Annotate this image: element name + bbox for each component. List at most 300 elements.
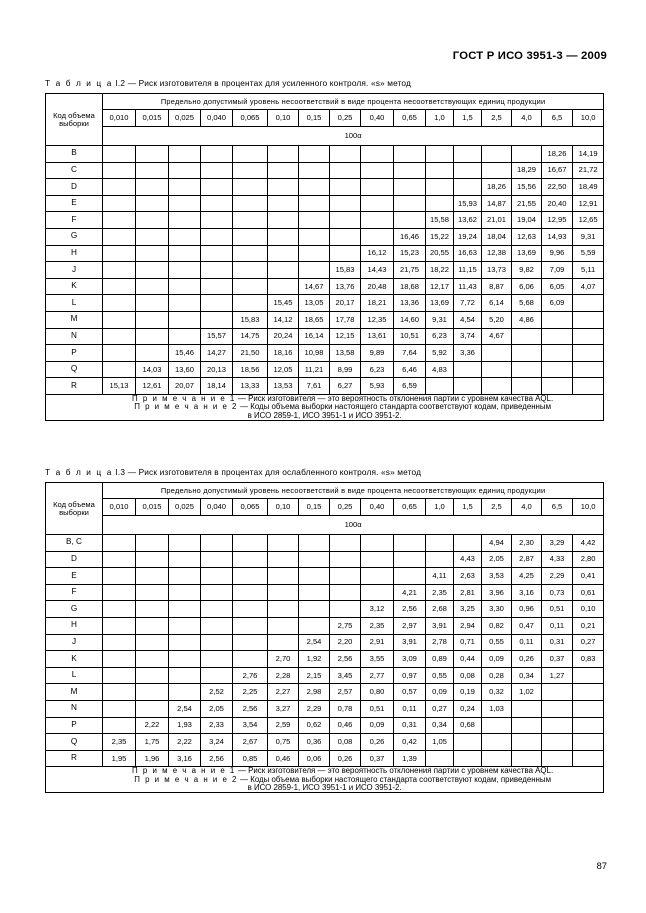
- sample-code-cell: E: [46, 568, 103, 585]
- aql-col-i3-11: 1,5: [454, 499, 482, 516]
- risk-value-cell: [233, 568, 268, 585]
- risk-value-cell: [542, 734, 573, 751]
- aql-col-1: 0,015: [136, 110, 169, 127]
- risk-value-cell: [169, 179, 201, 196]
- header-row-alpha-i2: [46, 127, 604, 146]
- risk-value-cell: [299, 162, 330, 179]
- risk-value-cell: [454, 750, 482, 767]
- risk-value-cell: 2,54: [169, 700, 201, 717]
- risk-value-cell: [169, 667, 201, 684]
- risk-value-cell: [136, 651, 169, 668]
- risk-value-cell: 0,08: [330, 734, 361, 751]
- risk-value-cell: 20,55: [426, 245, 454, 262]
- risk-value-cell: [482, 361, 512, 378]
- note-2-cont-i2: в ИСО 2859-1, ИСО 3951-1 и ИСО 3951-2.: [247, 410, 402, 420]
- sample-code-cell: G: [46, 601, 103, 618]
- risk-value-cell: 9,82: [512, 262, 542, 279]
- risk-value-cell: 18,68: [394, 278, 426, 295]
- risk-value-cell: [394, 535, 426, 552]
- risk-value-cell: 5,92: [426, 345, 454, 362]
- risk-value-cell: [169, 228, 201, 245]
- risk-value-cell: 2,52: [201, 684, 233, 701]
- risk-value-cell: [299, 568, 330, 585]
- risk-value-cell: 5,68: [512, 295, 542, 312]
- risk-value-cell: 12,91: [573, 195, 604, 212]
- table-row: [46, 262, 604, 279]
- risk-value-cell: 20,40: [542, 195, 573, 212]
- risk-value-cell: 2,54: [299, 634, 330, 651]
- aql-col-6: 0,15: [299, 110, 330, 127]
- risk-value-cell: 16,14: [299, 328, 330, 345]
- risk-value-cell: [268, 262, 299, 279]
- risk-value-cell: [361, 212, 394, 229]
- risk-value-cell: [103, 328, 136, 345]
- risk-value-cell: [482, 750, 512, 767]
- sample-code-cell: E: [46, 195, 103, 212]
- risk-value-cell: [394, 162, 426, 179]
- sample-code-cell: P: [46, 717, 103, 734]
- risk-value-cell: 0,19: [454, 684, 482, 701]
- risk-value-cell: 16,63: [454, 245, 482, 262]
- risk-value-cell: 19,24: [454, 228, 482, 245]
- risk-value-cell: [103, 212, 136, 229]
- risk-value-cell: [426, 179, 454, 196]
- risk-value-cell: 2,25: [233, 684, 268, 701]
- risk-value-cell: [169, 634, 201, 651]
- table-row: [46, 328, 604, 345]
- risk-value-cell: [103, 262, 136, 279]
- risk-value-cell: 6,05: [542, 278, 573, 295]
- header-row-span-i2: [46, 94, 604, 110]
- risk-value-cell: [330, 212, 361, 229]
- risk-value-cell: 18,16: [268, 345, 299, 362]
- risk-value-cell: 11,21: [299, 361, 330, 378]
- risk-value-cell: [136, 311, 169, 328]
- risk-value-cell: [103, 345, 136, 362]
- risk-value-cell: 4,33: [542, 551, 573, 568]
- risk-value-cell: [103, 361, 136, 378]
- risk-value-cell: [482, 378, 512, 395]
- risk-value-cell: 10,98: [299, 345, 330, 362]
- risk-value-cell: [330, 179, 361, 196]
- table-row: [46, 212, 604, 229]
- risk-value-cell: 0,55: [426, 667, 454, 684]
- risk-value-cell: 16,46: [394, 228, 426, 245]
- risk-value-cell: [361, 195, 394, 212]
- header-row-alpha-i3: [46, 516, 604, 535]
- risk-value-cell: [169, 584, 201, 601]
- risk-value-cell: 2,27: [268, 684, 299, 701]
- aql-col-i3-4: 0,065: [233, 499, 268, 516]
- risk-value-cell: 2,56: [201, 750, 233, 767]
- table-block-i3: [45, 467, 603, 793]
- risk-value-cell: [482, 734, 512, 751]
- table-row: [46, 162, 604, 179]
- risk-value-cell: 0,51: [542, 601, 573, 618]
- risk-value-cell: 18,65: [299, 311, 330, 328]
- risk-value-cell: 0,41: [573, 568, 604, 585]
- risk-value-cell: [361, 551, 394, 568]
- risk-value-cell: 3,53: [482, 568, 512, 585]
- risk-value-cell: [426, 535, 454, 552]
- risk-value-cell: 0,21: [573, 617, 604, 634]
- risk-value-cell: [103, 295, 136, 312]
- risk-value-cell: 0,62: [299, 717, 330, 734]
- aql-col-15: 10,0: [573, 110, 604, 127]
- risk-value-cell: [299, 535, 330, 552]
- risk-value-cell: 7,61: [299, 378, 330, 395]
- risk-value-cell: 18,49: [573, 179, 604, 196]
- table-notes-i3: [46, 767, 604, 793]
- risk-value-cell: [103, 162, 136, 179]
- risk-value-cell: 0,27: [426, 700, 454, 717]
- risk-value-cell: 12,38: [482, 245, 512, 262]
- sample-code-cell: D: [46, 179, 103, 196]
- risk-value-cell: 2,15: [299, 667, 330, 684]
- table-row: [46, 584, 604, 601]
- risk-value-cell: 18,04: [482, 228, 512, 245]
- risk-value-cell: 0,80: [361, 684, 394, 701]
- risk-value-cell: 2,77: [361, 667, 394, 684]
- risk-value-cell: [454, 378, 482, 395]
- risk-value-cell: [426, 162, 454, 179]
- risk-value-cell: [268, 584, 299, 601]
- risk-value-cell: 13,53: [268, 378, 299, 395]
- risk-value-cell: 18,14: [201, 378, 233, 395]
- risk-value-cell: [482, 717, 512, 734]
- risk-value-cell: [233, 179, 268, 196]
- risk-value-cell: 4,42: [573, 535, 604, 552]
- risk-value-cell: 15,83: [233, 311, 268, 328]
- risk-value-cell: 2,98: [299, 684, 330, 701]
- risk-value-cell: 0,36: [299, 734, 330, 751]
- risk-value-cell: 11,43: [454, 278, 482, 295]
- header-row-span-i3: [46, 483, 604, 499]
- risk-value-cell: 3,55: [361, 651, 394, 668]
- risk-value-cell: [426, 146, 454, 163]
- risk-value-cell: 18,29: [512, 162, 542, 179]
- risk-value-cell: [169, 245, 201, 262]
- risk-value-cell: 1,95: [103, 750, 136, 767]
- risk-value-cell: 9,96: [542, 245, 573, 262]
- risk-value-cell: 0,71: [454, 634, 482, 651]
- table-body-i3: [46, 535, 604, 767]
- risk-value-cell: 0,11: [394, 700, 426, 717]
- risk-value-cell: 15,57: [201, 328, 233, 345]
- risk-value-cell: [542, 684, 573, 701]
- risk-value-cell: 2,35: [103, 734, 136, 751]
- alpha-label-i3: 100α: [103, 516, 604, 535]
- risk-value-cell: [299, 601, 330, 618]
- risk-value-cell: [299, 617, 330, 634]
- risk-value-cell: [426, 551, 454, 568]
- aql-col-i3-14: 6,5: [542, 499, 573, 516]
- risk-value-cell: [573, 378, 604, 395]
- risk-value-cell: [394, 551, 426, 568]
- risk-value-cell: 5,59: [573, 245, 604, 262]
- risk-value-cell: [330, 535, 361, 552]
- risk-value-cell: [512, 378, 542, 395]
- sample-code-cell: D: [46, 551, 103, 568]
- risk-value-cell: 13,60: [169, 361, 201, 378]
- risk-value-cell: 1,27: [542, 667, 573, 684]
- risk-value-cell: [268, 278, 299, 295]
- risk-value-cell: [201, 146, 233, 163]
- risk-value-cell: [512, 345, 542, 362]
- table-row: [46, 179, 604, 196]
- risk-value-cell: 5,11: [573, 262, 604, 279]
- risk-value-cell: [233, 162, 268, 179]
- risk-value-cell: [573, 345, 604, 362]
- risk-value-cell: [201, 535, 233, 552]
- risk-value-cell: [299, 584, 330, 601]
- risk-value-cell: [454, 535, 482, 552]
- risk-value-cell: [573, 328, 604, 345]
- risk-value-cell: [169, 651, 201, 668]
- risk-value-cell: [542, 717, 573, 734]
- risk-value-cell: [201, 551, 233, 568]
- risk-value-cell: [394, 179, 426, 196]
- risk-value-cell: 3,16: [512, 584, 542, 601]
- risk-value-cell: 16,12: [361, 245, 394, 262]
- caption-lead-i2: Т а б л и ц а: [45, 78, 113, 88]
- risk-value-cell: 8,87: [482, 278, 512, 295]
- sample-code-cell: R: [46, 750, 103, 767]
- risk-value-cell: [542, 378, 573, 395]
- risk-value-cell: [394, 195, 426, 212]
- risk-value-cell: [136, 228, 169, 245]
- risk-value-cell: 20,48: [361, 278, 394, 295]
- risk-value-cell: 13,62: [454, 212, 482, 229]
- table-row: [46, 535, 604, 552]
- risk-value-cell: [136, 278, 169, 295]
- risk-value-cell: 12,17: [426, 278, 454, 295]
- risk-value-cell: [299, 195, 330, 212]
- code-volume-header-i3: Код объема выборки: [46, 483, 103, 535]
- risk-value-cell: [136, 162, 169, 179]
- risk-value-cell: 6,23: [361, 361, 394, 378]
- risk-value-cell: [330, 584, 361, 601]
- risk-value-cell: [136, 262, 169, 279]
- risk-value-cell: 9,31: [426, 311, 454, 328]
- risk-value-cell: [201, 568, 233, 585]
- risk-value-cell: 2,30: [512, 535, 542, 552]
- risk-value-cell: 3,54: [233, 717, 268, 734]
- risk-value-cell: 2,94: [454, 617, 482, 634]
- risk-value-cell: 12,15: [330, 328, 361, 345]
- table-caption-i3: [45, 467, 603, 477]
- risk-table-i2: [45, 93, 604, 421]
- sample-code-cell: C: [46, 162, 103, 179]
- risk-value-cell: 12,05: [268, 361, 299, 378]
- risk-value-cell: 0,73: [542, 584, 573, 601]
- risk-value-cell: [268, 245, 299, 262]
- risk-value-cell: [136, 195, 169, 212]
- risk-value-cell: 0,51: [361, 700, 394, 717]
- table-row: [46, 551, 604, 568]
- risk-value-cell: [169, 262, 201, 279]
- risk-value-cell: [361, 228, 394, 245]
- risk-value-cell: 13,76: [330, 278, 361, 295]
- risk-value-cell: 2,22: [169, 734, 201, 751]
- caption-number-i2: I.2: [115, 78, 126, 88]
- sample-code-cell: H: [46, 617, 103, 634]
- risk-value-cell: 5,20: [482, 311, 512, 328]
- risk-value-cell: 2,05: [482, 551, 512, 568]
- sample-code-cell: H: [46, 245, 103, 262]
- risk-value-cell: [268, 634, 299, 651]
- aql-col-3: 0,040: [201, 110, 233, 127]
- risk-value-cell: [299, 228, 330, 245]
- risk-value-cell: [542, 345, 573, 362]
- risk-value-cell: [233, 245, 268, 262]
- risk-value-cell: [201, 617, 233, 634]
- table-row: [46, 195, 604, 212]
- sample-code-cell: B, C: [46, 535, 103, 552]
- aql-col-i3-3: 0,040: [201, 499, 233, 516]
- risk-value-cell: [201, 262, 233, 279]
- aql-col-13: 4,0: [512, 110, 542, 127]
- risk-value-cell: [330, 162, 361, 179]
- table-row: [46, 667, 604, 684]
- aql-col-11: 1,5: [454, 110, 482, 127]
- table-row: [46, 634, 604, 651]
- risk-value-cell: [136, 684, 169, 701]
- risk-value-cell: [330, 146, 361, 163]
- risk-value-cell: [103, 651, 136, 668]
- risk-value-cell: 3,25: [454, 601, 482, 618]
- risk-value-cell: 0,26: [512, 651, 542, 668]
- table-notes-i2: [46, 394, 604, 420]
- note-1-text-i3: — Риск изготовителя — это вероятность отклонения партии с уровнем качества AQL.: [238, 766, 554, 776]
- risk-value-cell: [233, 634, 268, 651]
- risk-value-cell: 0,96: [512, 601, 542, 618]
- risk-value-cell: [573, 750, 604, 767]
- risk-value-cell: [103, 617, 136, 634]
- risk-value-cell: 2,05: [201, 700, 233, 717]
- risk-value-cell: [169, 278, 201, 295]
- aql-col-i3-12: 2,5: [482, 499, 512, 516]
- risk-value-cell: 0,37: [361, 750, 394, 767]
- risk-value-cell: [454, 361, 482, 378]
- risk-value-cell: 0,46: [268, 750, 299, 767]
- risk-value-cell: [512, 750, 542, 767]
- risk-value-cell: [201, 295, 233, 312]
- note-2-cont-i3: в ИСО 2859-1, ИСО 3951-1 и ИСО 3951-2.: [247, 782, 402, 792]
- risk-value-cell: [233, 212, 268, 229]
- caption-number-i3: I.3: [115, 467, 126, 477]
- sample-code-cell: M: [46, 684, 103, 701]
- risk-value-cell: 12,63: [512, 228, 542, 245]
- risk-value-cell: 2,76: [233, 667, 268, 684]
- risk-value-cell: 13,61: [361, 328, 394, 345]
- risk-value-cell: [542, 328, 573, 345]
- risk-value-cell: [201, 634, 233, 651]
- risk-value-cell: 6,06: [512, 278, 542, 295]
- table-row: [46, 717, 604, 734]
- risk-value-cell: 3,91: [426, 617, 454, 634]
- risk-value-cell: 2,22: [136, 717, 169, 734]
- alpha-label-i2: 100α: [103, 127, 604, 146]
- header-row-aql-i2: [46, 110, 604, 127]
- risk-value-cell: [233, 228, 268, 245]
- risk-value-cell: [201, 195, 233, 212]
- sample-code-cell: L: [46, 667, 103, 684]
- risk-value-cell: [361, 584, 394, 601]
- sample-code-cell: Q: [46, 361, 103, 378]
- risk-value-cell: 4,83: [426, 361, 454, 378]
- risk-value-cell: [103, 311, 136, 328]
- risk-value-cell: 13,05: [299, 295, 330, 312]
- risk-value-cell: [542, 311, 573, 328]
- risk-value-cell: [103, 684, 136, 701]
- risk-value-cell: [169, 311, 201, 328]
- risk-value-cell: [299, 551, 330, 568]
- risk-value-cell: 1,02: [512, 684, 542, 701]
- risk-value-cell: [169, 195, 201, 212]
- risk-value-cell: 4,07: [573, 278, 604, 295]
- risk-value-cell: 0,57: [394, 684, 426, 701]
- note-2-text-i3: — Коды объема выборки настоящего стандарта соответствуют кодам, приведенным: [240, 774, 552, 784]
- caption-lead-i3: Т а б л и ц а: [45, 467, 113, 477]
- risk-value-cell: 10,51: [394, 328, 426, 345]
- risk-value-cell: [103, 568, 136, 585]
- risk-value-cell: 6,46: [394, 361, 426, 378]
- sample-code-cell: K: [46, 651, 103, 668]
- risk-value-cell: 14,60: [394, 311, 426, 328]
- risk-value-cell: 2,80: [573, 551, 604, 568]
- risk-value-cell: [169, 551, 201, 568]
- risk-value-cell: 13,73: [482, 262, 512, 279]
- notes-row-i3: [46, 767, 604, 793]
- risk-value-cell: [330, 245, 361, 262]
- sample-code-cell: B: [46, 146, 103, 163]
- risk-value-cell: 15,23: [394, 245, 426, 262]
- risk-value-cell: 20,07: [169, 378, 201, 395]
- risk-value-cell: [201, 311, 233, 328]
- risk-value-cell: 0,09: [482, 651, 512, 668]
- aql-col-i3-15: 10,0: [573, 499, 604, 516]
- sample-code-cell: Q: [46, 734, 103, 751]
- risk-value-cell: [268, 146, 299, 163]
- risk-value-cell: [103, 667, 136, 684]
- risk-value-cell: 0,34: [512, 667, 542, 684]
- note-2-lead-i3: П р и м е ч а н и е 2: [134, 774, 238, 784]
- risk-value-cell: 0,09: [361, 717, 394, 734]
- risk-value-cell: 4,11: [426, 568, 454, 585]
- risk-value-cell: 14,19: [573, 146, 604, 163]
- risk-value-cell: 0,08: [454, 667, 482, 684]
- risk-value-cell: 6,23: [426, 328, 454, 345]
- risk-value-cell: [268, 535, 299, 552]
- risk-value-cell: 3,29: [542, 535, 573, 552]
- risk-value-cell: [103, 717, 136, 734]
- risk-value-cell: 2,75: [330, 617, 361, 634]
- risk-value-cell: 15,22: [426, 228, 454, 245]
- risk-value-cell: 11,15: [454, 262, 482, 279]
- risk-value-cell: 9,31: [573, 228, 604, 245]
- risk-value-cell: [136, 568, 169, 585]
- risk-value-cell: 0,06: [299, 750, 330, 767]
- risk-value-cell: 20,24: [268, 328, 299, 345]
- risk-value-cell: 21,72: [573, 162, 604, 179]
- aql-group-header-i3: Предельно допустимый уровень несоответствий в виде процента несоответствующих единиц продукции: [103, 483, 604, 499]
- sample-code-cell: K: [46, 278, 103, 295]
- risk-value-cell: [268, 228, 299, 245]
- risk-value-cell: 1,92: [299, 651, 330, 668]
- risk-value-cell: [330, 568, 361, 585]
- risk-value-cell: [103, 278, 136, 295]
